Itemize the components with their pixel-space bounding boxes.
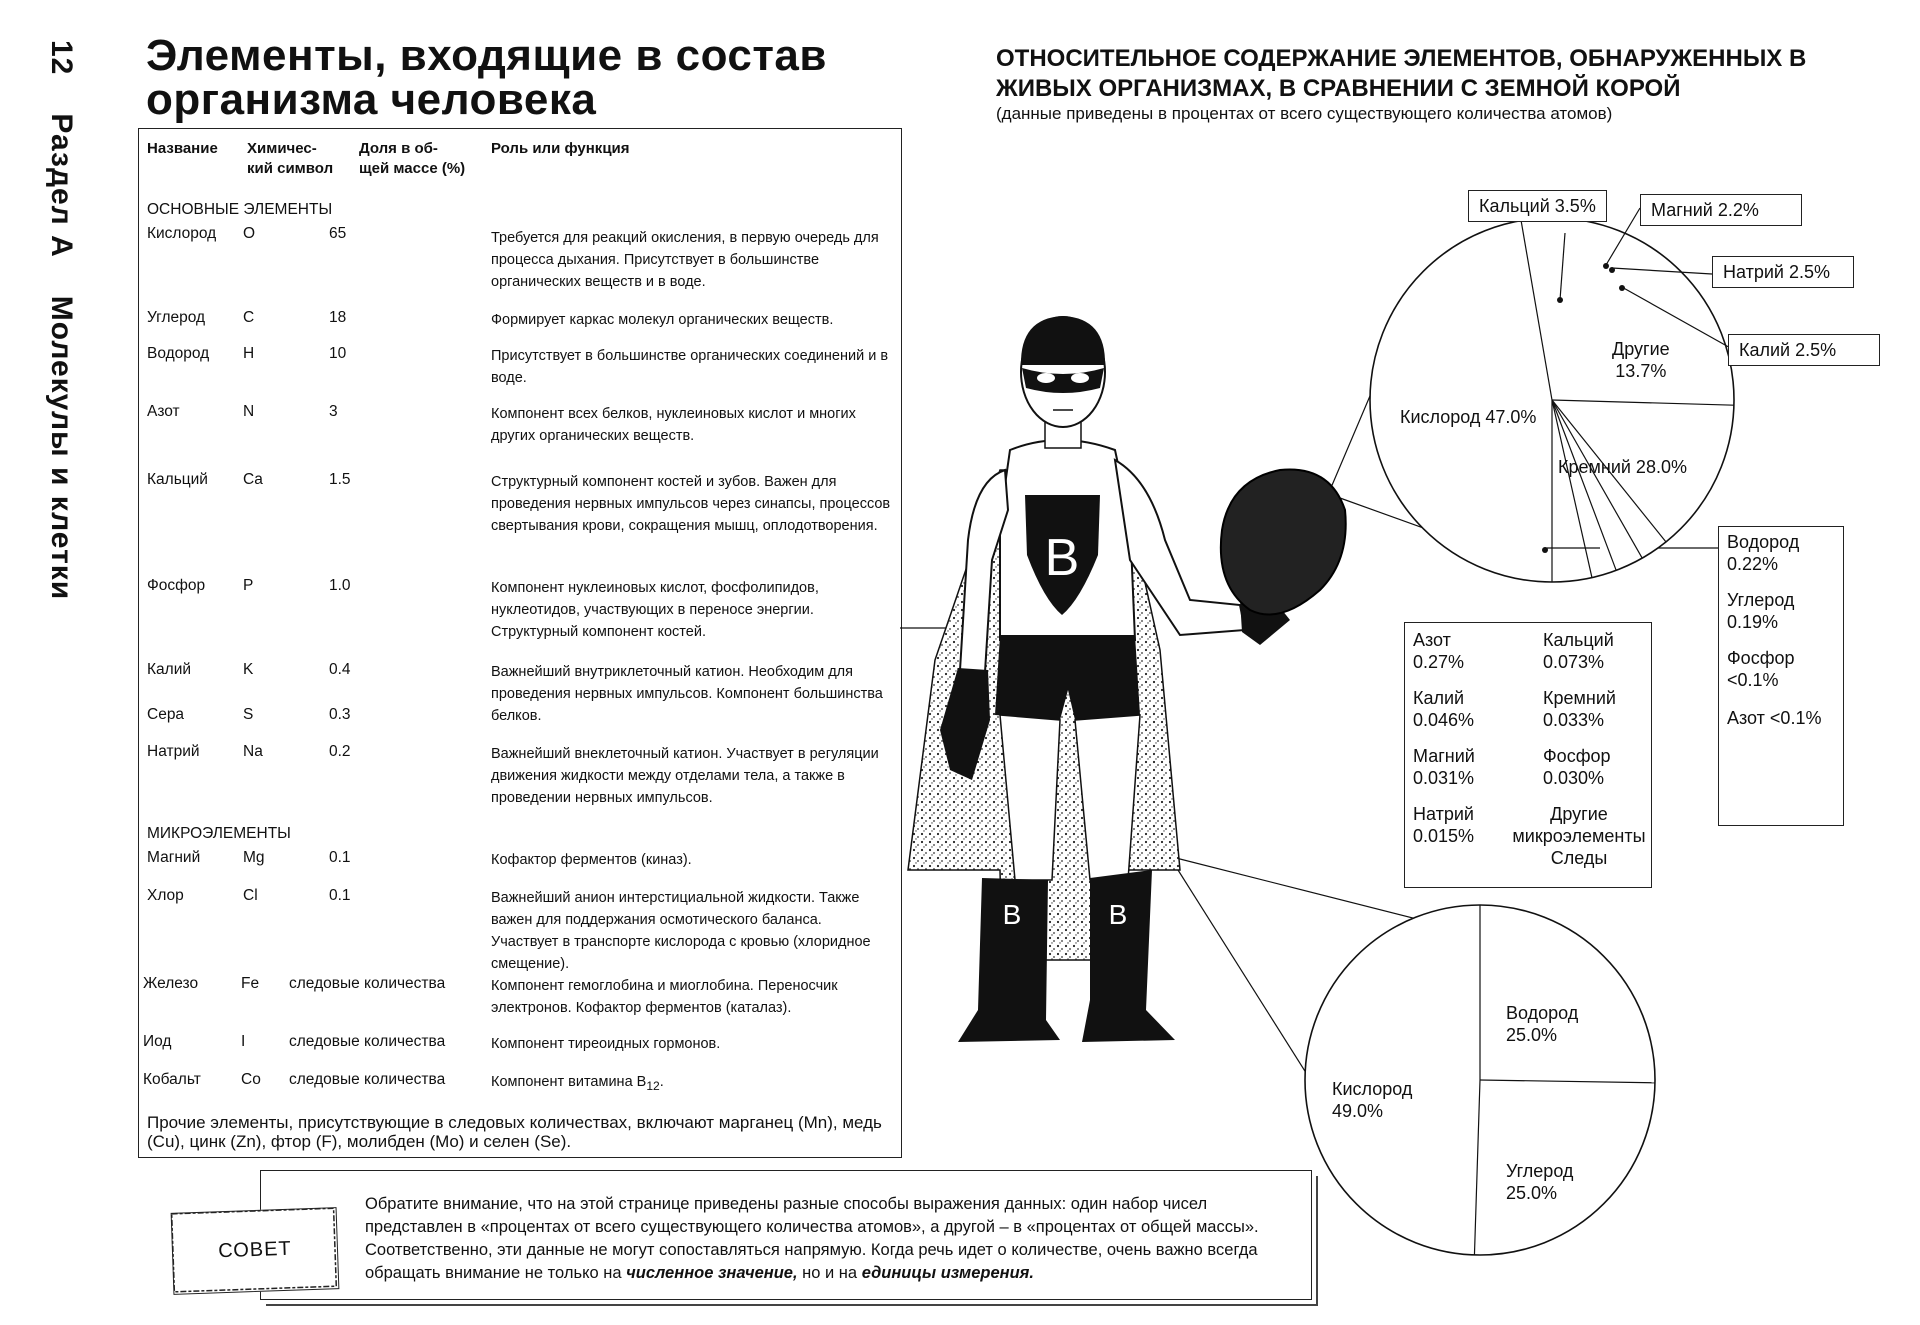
dot-potassium bbox=[1619, 285, 1625, 291]
label-hydrogen-value: 25.0% bbox=[1506, 1025, 1558, 1045]
list-item bbox=[1413, 745, 1475, 789]
dot-calcium bbox=[1557, 297, 1563, 303]
cell-name: Углерод bbox=[147, 309, 206, 326]
vitamin-dot: . bbox=[659, 1074, 664, 1090]
cell-symbol: Co bbox=[241, 1071, 261, 1088]
item-name: Кремний bbox=[1543, 688, 1616, 708]
cell-symbol: S bbox=[243, 706, 254, 723]
chart-heading: ОТНОСИТЕЛЬНОЕ СОДЕРЖАНИЕ ЭЛЕМЕНТОВ, ОБНАРУЖЕННЫХ В ЖИВЫХ ОРГАНИЗМАХ, В СРАВНЕНИИ С ЗЕМНОЙ КОРОЙ bbox=[996, 45, 1807, 102]
section-micro: МИКРОЭЛЕМЕНТЫ bbox=[147, 825, 291, 842]
rock bbox=[1221, 470, 1346, 615]
cell-role: Требуется для реакций окисления, в первую очередь для процесса дыхания. Присутствует в большинстве органических веществ и в воде. bbox=[491, 230, 879, 290]
cell-symbol: Mg bbox=[243, 849, 265, 866]
section-main: ОСНОВНЫЕ ЭЛЕМЕНТЫ bbox=[147, 201, 333, 218]
cell-name: Фосфор bbox=[147, 577, 206, 594]
item-value: микроэлементы bbox=[1512, 826, 1646, 846]
cell-symbol: H bbox=[243, 345, 255, 362]
dot-magnesium bbox=[1603, 263, 1609, 269]
cell-mass: 0.1 bbox=[329, 887, 351, 904]
list-item bbox=[1413, 687, 1474, 731]
page-number: 12 bbox=[45, 40, 78, 76]
tip-text-a: Обратите внимание, что на этой странице приведены разные способы выражения данных: один набор чисел представлен в «процентах от всего существующего количества атомов», а другой – в «процентах от общей массы». Соответственно, эти данные не могут сопоставляться напрямую. Когда речь идет о количестве, очень важно всегда обращать внимание не только на bbox=[365, 1195, 1259, 1282]
cell-name: Натрий bbox=[147, 743, 200, 760]
cell-role: Важнейший внеклеточный катион. Участвует в регуляции движения жидкости между отделами тела, а также в проведении нервных импульсов. bbox=[491, 746, 879, 806]
cell-symbol: Na bbox=[243, 743, 263, 760]
cell-name: Калий bbox=[147, 661, 192, 678]
human-others-box bbox=[1718, 526, 1844, 826]
right-boot-letter: B bbox=[1108, 899, 1128, 930]
label-other-name: Другие bbox=[1612, 339, 1670, 359]
cell-name: Кобальт bbox=[143, 1071, 201, 1088]
chart-subheading: (данные приведены в процентах от всего существующего количества атомов) bbox=[996, 104, 1613, 123]
chest-emblem: B bbox=[1044, 529, 1080, 587]
vitamin-subscript: 12 bbox=[646, 1078, 660, 1093]
label-other bbox=[1612, 338, 1670, 382]
list-item bbox=[1509, 803, 1649, 869]
item-name: Натрий bbox=[1413, 804, 1474, 824]
header-role: Роль или функция bbox=[491, 140, 630, 157]
page-title: Элементы, входящие в состав организма человека bbox=[146, 31, 827, 124]
item-name: Водород bbox=[1727, 532, 1800, 552]
label-carbon-value: 25.0% bbox=[1506, 1183, 1558, 1203]
label-oxygen-human-value: 49.0% bbox=[1332, 1101, 1384, 1121]
tip-emphasis-value: численное значение, bbox=[626, 1264, 798, 1282]
item-value: 0.073% bbox=[1543, 652, 1605, 672]
cell-mass: 0.4 bbox=[329, 661, 351, 678]
label-other-value: 13.7% bbox=[1615, 361, 1667, 381]
cell-mass: 1.5 bbox=[329, 471, 351, 488]
tip-label: СОВЕТ bbox=[217, 1237, 293, 1263]
chapter-label: Молекулы и клетки bbox=[45, 295, 78, 601]
cell-mass: 0.2 bbox=[329, 743, 351, 760]
label-oxygen-human bbox=[1332, 1078, 1412, 1122]
list-item bbox=[1413, 629, 1464, 673]
cell-mass: 3 bbox=[329, 403, 338, 420]
cell-name: Магний bbox=[147, 849, 201, 866]
tip-text-b: но и на bbox=[797, 1264, 862, 1282]
cell-role: Важнейший внутриклеточный катион. Необходим для проведения нервных импульсов. Компонент большинства белков. bbox=[491, 664, 883, 724]
item-value: 0.22% bbox=[1727, 554, 1779, 574]
header-symbol: Химичес- кий символ bbox=[247, 140, 334, 177]
hero-figure bbox=[908, 316, 1346, 1042]
mask-hood bbox=[1021, 316, 1105, 365]
cell-name: Иод bbox=[143, 1033, 172, 1050]
item-name: Углерод bbox=[1727, 590, 1795, 610]
dot-sodium bbox=[1609, 267, 1615, 273]
label-sodium: Натрий 2.5% bbox=[1712, 256, 1854, 288]
cell-role: Присутствует в большинстве органических соединений и в воде. bbox=[491, 348, 889, 386]
item-name: Магний bbox=[1413, 746, 1475, 766]
cell-name: Водород bbox=[147, 345, 210, 362]
label-hydrogen-name: Водород bbox=[1506, 1003, 1579, 1023]
list-item bbox=[1543, 745, 1611, 789]
cell-name: Азот bbox=[147, 403, 180, 420]
cell-name: Хлор bbox=[147, 887, 184, 904]
label-oxygen-crust: Кислород 47.0% bbox=[1400, 407, 1537, 427]
item-traces: Следы bbox=[1550, 848, 1608, 868]
vitamin-text: Компонент витамина В bbox=[491, 1074, 647, 1090]
cell-mass: 1.0 bbox=[329, 577, 351, 594]
cell-mass: 18 bbox=[329, 309, 347, 326]
item-name: Кальций bbox=[1543, 630, 1614, 650]
item-value: 0.015% bbox=[1413, 826, 1475, 846]
header-mass: Доля в об- щей массе (%) bbox=[359, 140, 466, 177]
list-item bbox=[1727, 531, 1799, 575]
section-label: Раздел А bbox=[45, 113, 78, 258]
cell-role: Важнейший анион интерстициальной жидкости. Также важен для поддержания осмотического баланса. Участвует в транспорте кислорода с кровью (хлоридное смещение). bbox=[491, 890, 871, 972]
item-value: <0.1% bbox=[1727, 670, 1779, 690]
cell-role: Компонент тиреоидных гормонов. bbox=[491, 1036, 721, 1052]
cell-mass: 0.3 bbox=[329, 706, 351, 723]
item-value: 0.031% bbox=[1413, 768, 1475, 788]
cell-symbol: O bbox=[243, 225, 256, 242]
cell-name: Кальций bbox=[147, 471, 208, 488]
cell-symbol: N bbox=[243, 403, 255, 420]
cell-trace: следовые количества bbox=[289, 975, 446, 992]
label-calcium: Кальций 3.5% bbox=[1468, 190, 1607, 222]
item-value: 0.033% bbox=[1543, 710, 1605, 730]
cell-symbol: Cl bbox=[243, 887, 258, 904]
label-carbon bbox=[1506, 1160, 1573, 1204]
cell-role: Структурный компонент костей и зубов. Важен для проведения нервных импульсов через синапсы, процессов свертывания крови, сокращения мышц, оплодотворения. bbox=[491, 474, 891, 534]
list-item-nitrogen: Азот <0.1% bbox=[1727, 708, 1822, 728]
cell-symbol: P bbox=[243, 577, 254, 594]
item-name: Азот bbox=[1413, 630, 1451, 650]
cell-role: Компонент всех белков, нуклеиновых кислот и многих других органических веществ. bbox=[491, 406, 856, 444]
cell-trace: следовые количества bbox=[289, 1033, 446, 1050]
label-oxygen-human-name: Кислород bbox=[1332, 1079, 1413, 1099]
cell-mass: 0.1 bbox=[329, 849, 351, 866]
right-boot bbox=[1082, 870, 1175, 1042]
cell-symbol: Ca bbox=[243, 471, 263, 488]
cell-mass: 65 bbox=[329, 225, 347, 242]
cell-role: Кофактор ферментов (киназ). bbox=[491, 852, 692, 868]
label-magnesium: Магний 2.2% bbox=[1640, 194, 1802, 226]
item-value: 0.046% bbox=[1413, 710, 1475, 730]
cell-symbol: K bbox=[243, 661, 254, 678]
list-item bbox=[1727, 647, 1795, 691]
crust-others-box bbox=[1404, 622, 1652, 888]
header-name: Название bbox=[147, 140, 218, 157]
cell-mass: 10 bbox=[329, 345, 347, 362]
label-hydrogen bbox=[1506, 1002, 1578, 1046]
cell-symbol: C bbox=[243, 309, 255, 326]
table-footnote: Прочие элементы, присутствующие в следовых количествах, включают марганец (Mn), медь (Cu), цинк (Zn), фтор (F), молибден (Mo) и селен (Se). bbox=[147, 1113, 882, 1151]
list-item bbox=[1727, 589, 1794, 633]
tip-emphasis-units: единицы измерения. bbox=[861, 1264, 1034, 1282]
cell-symbol: Fe bbox=[241, 975, 260, 992]
label-carbon-name: Углерод bbox=[1506, 1161, 1574, 1181]
item-name: Другие bbox=[1550, 804, 1608, 824]
cell-name: Железо bbox=[143, 975, 199, 992]
cell-symbol: I bbox=[241, 1033, 246, 1050]
right-eye bbox=[1071, 373, 1089, 383]
item-name: Фосфор bbox=[1727, 648, 1795, 668]
label-potassium: Калий 2.5% bbox=[1728, 334, 1880, 366]
item-name: Калий bbox=[1413, 688, 1465, 708]
cell-role: Формирует каркас молекул органических веществ. bbox=[491, 312, 834, 328]
label-silicon: Кремний 28.0% bbox=[1558, 457, 1687, 477]
cell-name: Сера bbox=[147, 706, 185, 723]
cell-role: Компонент гемоглобина и миоглобина. Переносчик электронов. Кофактор ферментов (каталаз). bbox=[491, 978, 838, 1016]
left-eye bbox=[1037, 373, 1055, 383]
dot-others bbox=[1542, 547, 1548, 553]
left-boot-letter: B bbox=[1002, 899, 1022, 930]
item-value: 0.030% bbox=[1543, 768, 1605, 788]
cell-name: Кислород bbox=[147, 225, 217, 242]
item-value: 0.27% bbox=[1413, 652, 1465, 672]
list-item bbox=[1413, 803, 1474, 847]
item-value: 0.19% bbox=[1727, 612, 1779, 632]
item-name: Фосфор bbox=[1543, 746, 1611, 766]
list-item bbox=[1543, 629, 1614, 673]
list-item bbox=[1543, 687, 1616, 731]
cell-role: Компонент нуклеиновых кислот, фосфолипидов, нуклеотидов, участвующих в переносе энергии. Структурный компонент костей. bbox=[491, 580, 819, 640]
cell-trace: следовые количества bbox=[289, 1071, 446, 1088]
